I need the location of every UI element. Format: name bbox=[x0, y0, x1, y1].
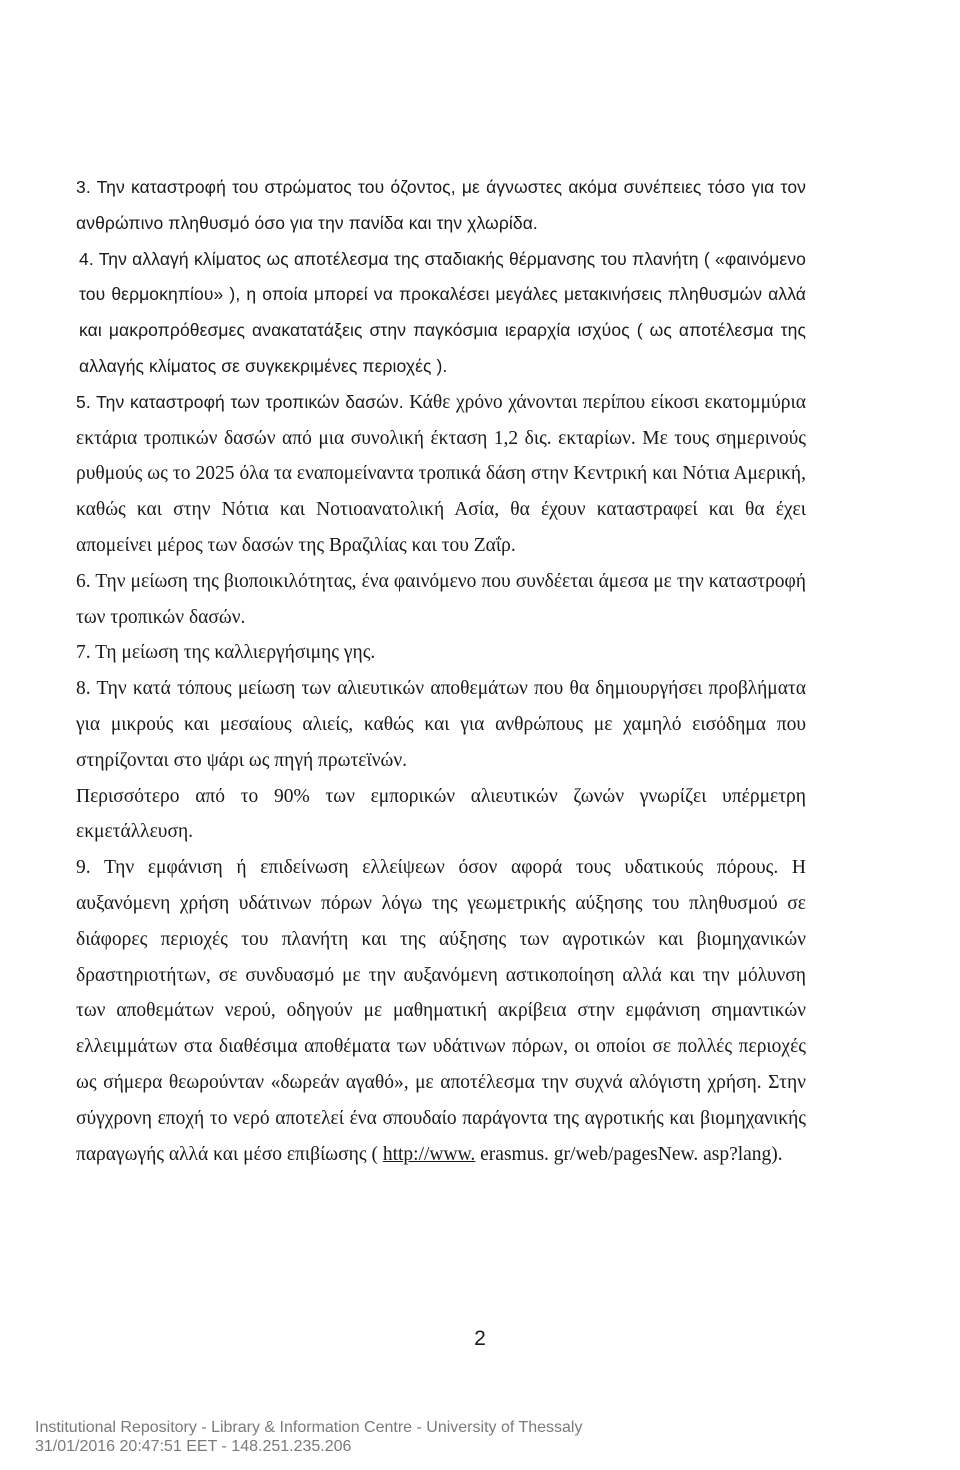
repository-footer bbox=[35, 1418, 582, 1456]
page-number: 2 bbox=[474, 1327, 486, 1350]
footer-timestamp: 31/01/2016 20:47:51 EET - 148.251.235.206 bbox=[35, 1438, 352, 1455]
source-link[interactable]: http://www. bbox=[382, 1143, 476, 1165]
body-text bbox=[76, 170, 806, 1172]
list-item-4: 4. Την αλλαγή κλίματος ως αποτέλεσμα της σταδιακής θέρμανσης του πλανήτη ( «φαινόμενο του θερμοκηπίου» ), η οποία μπορεί να προκαλέσει μεγάλες μετακινήσεις πληθυσμών αλλά και μακροπρόθεσμες ανακατατάξεις στην παγκόσμια ιεραρχία ισχύος ( ως αποτέλεσμα της αλλαγής κλίματος σε συγκεκριμένες περιοχές ). bbox=[79, 248, 806, 376]
list-item-5 bbox=[76, 385, 806, 564]
list-item-5-heading: 5. Την καταστροφή των τροπικών δασών. bbox=[76, 391, 404, 412]
list-item-5-body: Κάθε χρόνο χάνονται περίπου είκοσι εκατομμύρια εκτάρια τροπικών δασών από μια συνολική έκταση 1,2 δις. εκταρίων. Με τους σημερινούς ρυθμούς ως το 2025 όλα τα εναπομείναντα τροπικά δάση στην Κεντρική και Νότια Αμερική, καθώς και στην Νότια και Νοτιοανατολική Ασία, θα έχουν καταστραφεί και θα έχει απομείνει μέρος των δασών της Βραζιλίας και του Ζαΐρ. bbox=[76, 391, 806, 556]
source-link-tail: erasmus. gr/web/pagesNew. asp?lang). bbox=[475, 1143, 783, 1165]
list-item-7: 7. Τη μείωση της καλλιεργήσιμης γης. bbox=[76, 642, 376, 664]
list-item-9-text: 9. Την εμφάνιση ή επιδείνωση ελλείψεων όσον αφορά τους υδατικούς πόρους. Η αυξανόμενη χρήση υδάτινων πόρων λόγω της γεωμετρικής αύξησης του πληθυσμού σε διάφορες περιοχές του πλανήτη και της αύξησης των αγροτικών και βιομηχανικών δραστηριοτήτων, σε συνδυασμό με την αυξανόμενη αστικοποίηση αλλά και την μόλυνση των αποθεμάτων νερού, οδηγούν με μαθηματική ακρίβεια στην εμφάνιση σημαντικών ελλειμμάτων στα διαθέσιμα αποθέματα των υδάτινων πόρων, οι οποίοι σε πολλές περιοχές ως σήμερα θεωρούνταν «δωρεάν αγαθό», με αποτέλεσμα την συχνά αλόγιστη χρήση. Στην σύγχρονη εποχή το νερό αποτελεί ένα σπουδαίο παράγοντα της αγροτικής και βιομηχανικής παραγωγής αλλά και μέσο επιβίωσης ( bbox=[76, 857, 806, 1165]
list-item-8: 8. Την κατά τόπους μείωση των αλιευτικών αποθεμάτων που θα δημιουργήσει προβλήματα για μικρούς και μεσαίους αλιείς, καθώς και για ανθρώπους με χαμηλό εισόδημα που στηρίζονται στο ψάρι ως πηγή πρωτεϊνών. bbox=[76, 678, 806, 771]
fishing-zones-paragraph: Περισσότερο από το 90% των εμπορικών αλιευτικών ζωνών γνωρίζει υπέρμετρη εκμετάλλευση. bbox=[76, 785, 806, 843]
list-item-9 bbox=[76, 850, 806, 1172]
list-item-3: 3. Την καταστροφή του στρώματος του όζοντος, με άγνωστες ακόμα συνέπειες τόσο για τον ανθρώπινο πληθυσμό όσο για την πανίδα και την χλωρίδα. bbox=[76, 177, 806, 233]
footer-institution: Institutional Repository - Library & Information Centre - University of Thessaly bbox=[35, 1419, 583, 1436]
list-item-6: 6. Την μείωση της βιοποικιλότητας, ένα φαινόμενο που συνδέεται άμεσα με την καταστροφή των τροπικών δασών. bbox=[76, 570, 806, 628]
